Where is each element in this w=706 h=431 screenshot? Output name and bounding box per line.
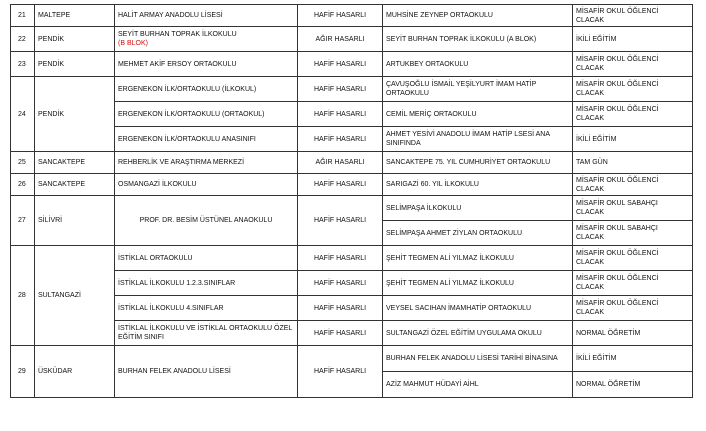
host-school-name: ŞEHİT TEGMEN ALİ YILMAZ İLKOKULU [386,279,514,287]
host-school-name: MUHSİNE ZEYNEP ORTAOKULU [386,12,493,19]
damage-cell [298,271,383,296]
row-number-cell [11,5,35,27]
host-school-cell [383,271,573,296]
host-school-name: ARTUKBEY ORTAOKULU [386,60,469,68]
school-cell [115,102,298,127]
table-row [11,77,693,102]
school-cell [115,346,298,398]
district-cell [35,52,115,77]
education-mode-cell [573,27,693,52]
education-mode-line: CLACAK [576,234,605,241]
education-mode-line: MİSAFİR OKUL ÖĞLENCİ [576,300,659,307]
damage-cell [298,196,383,246]
education-mode-cell [573,102,693,127]
host-school-cell [383,196,573,221]
host-school-name: SULTANGAZİ ÖZEL EĞİTİM UYGULAMA OKULU [386,329,542,337]
damage-cell [298,27,383,52]
education-mode-line: MİSAFİR OKUL ÖĞLENCİ [576,81,659,88]
row-number: 28 [18,292,26,299]
row-number-cell [11,27,35,52]
district-name: PENDİK [38,35,65,43]
district-name: SULTANGAZİ [38,292,81,299]
education-mode-cell [573,372,693,398]
damage-cell [298,5,383,27]
school-cell [115,174,298,196]
education-mode-line: CLACAK [576,185,605,193]
damage-cell [298,127,383,152]
school-cell [115,271,298,296]
damage-status: HAFİF HASARLI [313,110,367,118]
district-name: PENDİK [38,110,65,118]
damage-status: HAFİF HASARLI [313,329,367,337]
district-cell [35,152,115,174]
school-note: (B BLOK) [118,40,148,47]
row-number: 24 [18,110,26,118]
education-mode-line: CLACAK [576,284,605,291]
education-mode-line: CLACAK [576,209,605,216]
host-school-cell [383,152,573,174]
district-cell [35,246,115,346]
row-number-cell [11,346,35,398]
school-name: İSTİKLAL İLKOKULU VE İSTİKLAL ORTAOKULU ÖZEL EĞİTİM SINIFI [118,325,293,341]
damage-cell [298,246,383,271]
row-number: 23 [18,60,26,68]
table-row [11,152,693,174]
education-mode-cell [573,174,693,196]
education-mode-line: MİSAFİR OKUL ÖĞLENCİ [576,56,659,63]
education-mode-cell [573,152,693,174]
host-school-cell [383,221,573,246]
damage-status: HAFİF HASARLI [313,181,367,188]
damage-status: HAFİF HASARLI [313,60,367,68]
education-mode-cell [573,346,693,372]
table-row [11,27,693,52]
education-mode-cell [573,196,693,221]
school-name: HALİT ARMAY ANADOLU LİSESİ [118,12,223,19]
education-mode-line: MİSAFİR OKUL ÖĞLENCİ [576,176,659,184]
education-mode-line: MİSAFİR OKUL ÖĞLENCİ [576,275,659,282]
host-school-name: BURHAN FELEK ANADOLU LİSESİ TARİHİ BİNASINA [386,355,558,362]
education-mode-cell [573,77,693,102]
education-mode-line: MİSAFİR OKUL ÖĞLENCİ [576,106,659,113]
education-mode-line: NORMAL ÖĞRETİM [576,381,641,388]
district-name: MALTEPE [38,12,71,19]
relocation-table [10,4,693,398]
damage-status: AĞIR HASARLI [315,159,365,166]
education-mode-line: CLACAK [576,16,605,24]
host-school-cell [383,246,573,271]
education-mode-line: NORMAL ÖĞRETİM [576,329,641,337]
host-school-name: SARIGAZİ 60. YIL İLKOKULU [386,181,479,188]
school-name: SEYİT BURHAN TOPRAK İLKOKULU [118,31,237,38]
school-cell [115,52,298,77]
education-mode-line: CLACAK [576,309,605,316]
district-name: PENDİK [38,60,65,68]
school-name: İSTİKLAL İLKOKULU 4.SINIFLAR [118,304,224,312]
school-cell [115,246,298,271]
table-row [11,174,693,196]
school-name: ERGENEKON İLK/ORTAOKULU ANASINIFI [118,135,256,143]
row-number: 22 [18,35,26,43]
damage-status: HAFİF HASARLI [313,304,367,312]
school-cell [115,77,298,102]
education-mode-line: CLACAK [576,259,605,266]
damage-status: HAFİF HASARLI [313,254,367,262]
school-cell [115,296,298,321]
school-name: ERGENEKON İLK/ORTAOKULU (İLKOKUL) [118,85,257,93]
education-mode-cell [573,246,693,271]
row-number-cell [11,52,35,77]
damage-cell [298,321,383,346]
education-mode-cell [573,271,693,296]
district-cell [35,77,115,152]
district-cell [35,346,115,398]
row-number-cell [11,174,35,196]
host-school-name: AZİZ MAHMUT HÜDAYİ AİHL [386,381,479,388]
row-number: 29 [18,368,26,375]
school-name: İSTİKLAL İLKOKULU 1.2.3.SINIFLAR [118,279,236,287]
school-name: İSTİKLAL ORTAOKULU [118,254,193,262]
education-mode-line: MİSAFİR OKUL SABAHÇI [576,200,658,207]
education-mode-cell [573,221,693,246]
district-cell [35,5,115,27]
row-number: 21 [18,12,26,19]
host-school-name: SEYİT BURHAN TOPRAK İLKOKULU (A BLOK) [386,35,537,43]
damage-status: HAFİF HASARLI [313,217,367,224]
education-mode-cell [573,296,693,321]
host-school-cell [383,127,573,152]
school-name: PROF. DR. BESİM ÜSTÜNEL ANAOKULU [139,217,273,224]
table-row [11,52,693,77]
host-school-name: ÇAVUŞOĞLU İSMAİL YEŞİLYURT İMAM HATİP ORTAOKULU [386,81,537,97]
table-row [11,346,693,372]
host-school-cell [383,346,573,372]
damage-status: HAFİF HASARLI [313,12,367,19]
district-name: SANCAKTEPE [38,159,86,166]
district-name: SANCAKTEPE [38,181,86,188]
education-mode-cell [573,5,693,27]
row-number-cell [11,246,35,346]
damage-cell [298,296,383,321]
host-school-cell [383,321,573,346]
education-mode-line: TAM GÜN [576,159,608,166]
host-school-name: ŞEHİT TEGMEN ALİ YILMAZ İLKOKULU [386,254,514,262]
host-school-cell [383,102,573,127]
host-school-cell [383,5,573,27]
host-school-name: SELİMPAŞA İLKOKULU [386,204,462,212]
school-name: ERGENEKON İLK/ORTAOKULU (ORTAOKUL) [118,110,265,118]
education-mode-line: İKİLİ EĞİTİM [576,355,617,362]
education-mode-line: MİSAFİR OKUL SABAHÇI [576,225,658,232]
school-name: MEHMET AKİF ERSOY ORTAOKULU [118,60,237,68]
damage-cell [298,152,383,174]
host-school-name: SANCAKTEPE 75. YIL CUMHURİYET ORTAOKULU [386,159,551,166]
damage-status: HAFİF HASARLI [313,85,367,93]
school-cell [115,27,298,52]
education-mode-cell [573,52,693,77]
table-row [11,5,693,27]
row-number-cell [11,152,35,174]
education-mode-line: CLACAK [576,115,605,122]
district-cell [35,196,115,246]
host-school-cell [383,372,573,398]
damage-cell [298,174,383,196]
education-mode-line: İKİLİ EĞİTİM [576,135,617,143]
damage-cell [298,52,383,77]
host-school-name: VEYSEL SACIHAN İMAMHATİP ORTAOKULU [386,304,532,312]
damage-status: HAFİF HASARLI [313,279,367,287]
row-number: 25 [18,159,26,166]
district-cell [35,174,115,196]
damage-cell [298,346,383,398]
host-school-cell [383,296,573,321]
education-mode-line: MİSAFİR OKUL ÖĞLENCİ [576,250,659,257]
education-mode-line: CLACAK [576,90,605,97]
table-row [11,246,693,271]
school-cell [115,127,298,152]
row-number-cell [11,77,35,152]
school-cell [115,196,298,246]
education-mode-cell [573,321,693,346]
host-school-cell [383,27,573,52]
damage-status: AĞIR HASARLI [315,35,365,43]
row-number: 27 [18,217,26,224]
education-mode-cell [573,127,693,152]
school-name: REHBERLİK VE ARAŞTIRMA MERKEZİ [118,159,245,166]
damage-cell [298,102,383,127]
education-mode-line: MİSAFİR OKUL ÖĞLENCİ [576,7,659,15]
host-school-cell [383,52,573,77]
row-number-cell [11,196,35,246]
host-school-name: CEMİL MERİÇ ORTAOKULU [386,110,477,118]
damage-cell [298,77,383,102]
damage-status: HAFİF HASARLI [313,368,367,375]
host-school-cell [383,77,573,102]
education-mode-line: İKİLİ EĞİTİM [576,35,617,43]
table-body [11,5,693,398]
school-name: BURHAN FELEK ANADOLU LİSESİ [118,368,231,375]
table-row [11,196,693,221]
school-cell [115,321,298,346]
host-school-name: SELİMPAŞA AHMET ZİYLAN ORTAOKULU [386,229,523,237]
district-cell [35,27,115,52]
school-cell [115,5,298,27]
school-cell [115,152,298,174]
host-school-name: AHMET YESİVİ ANADOLU İMAM HATİP LSESİ ANA SINIFINDA [386,131,550,147]
district-name: SİLİVRİ [38,217,63,224]
host-school-cell [383,174,573,196]
damage-status: HAFİF HASARLI [313,135,367,143]
school-name: OSMANGAZİ İLKOKULU [118,181,197,188]
district-name: ÜSKÜDAR [38,368,73,375]
row-number: 26 [18,181,26,188]
education-mode-line: CLACAK [576,65,605,72]
